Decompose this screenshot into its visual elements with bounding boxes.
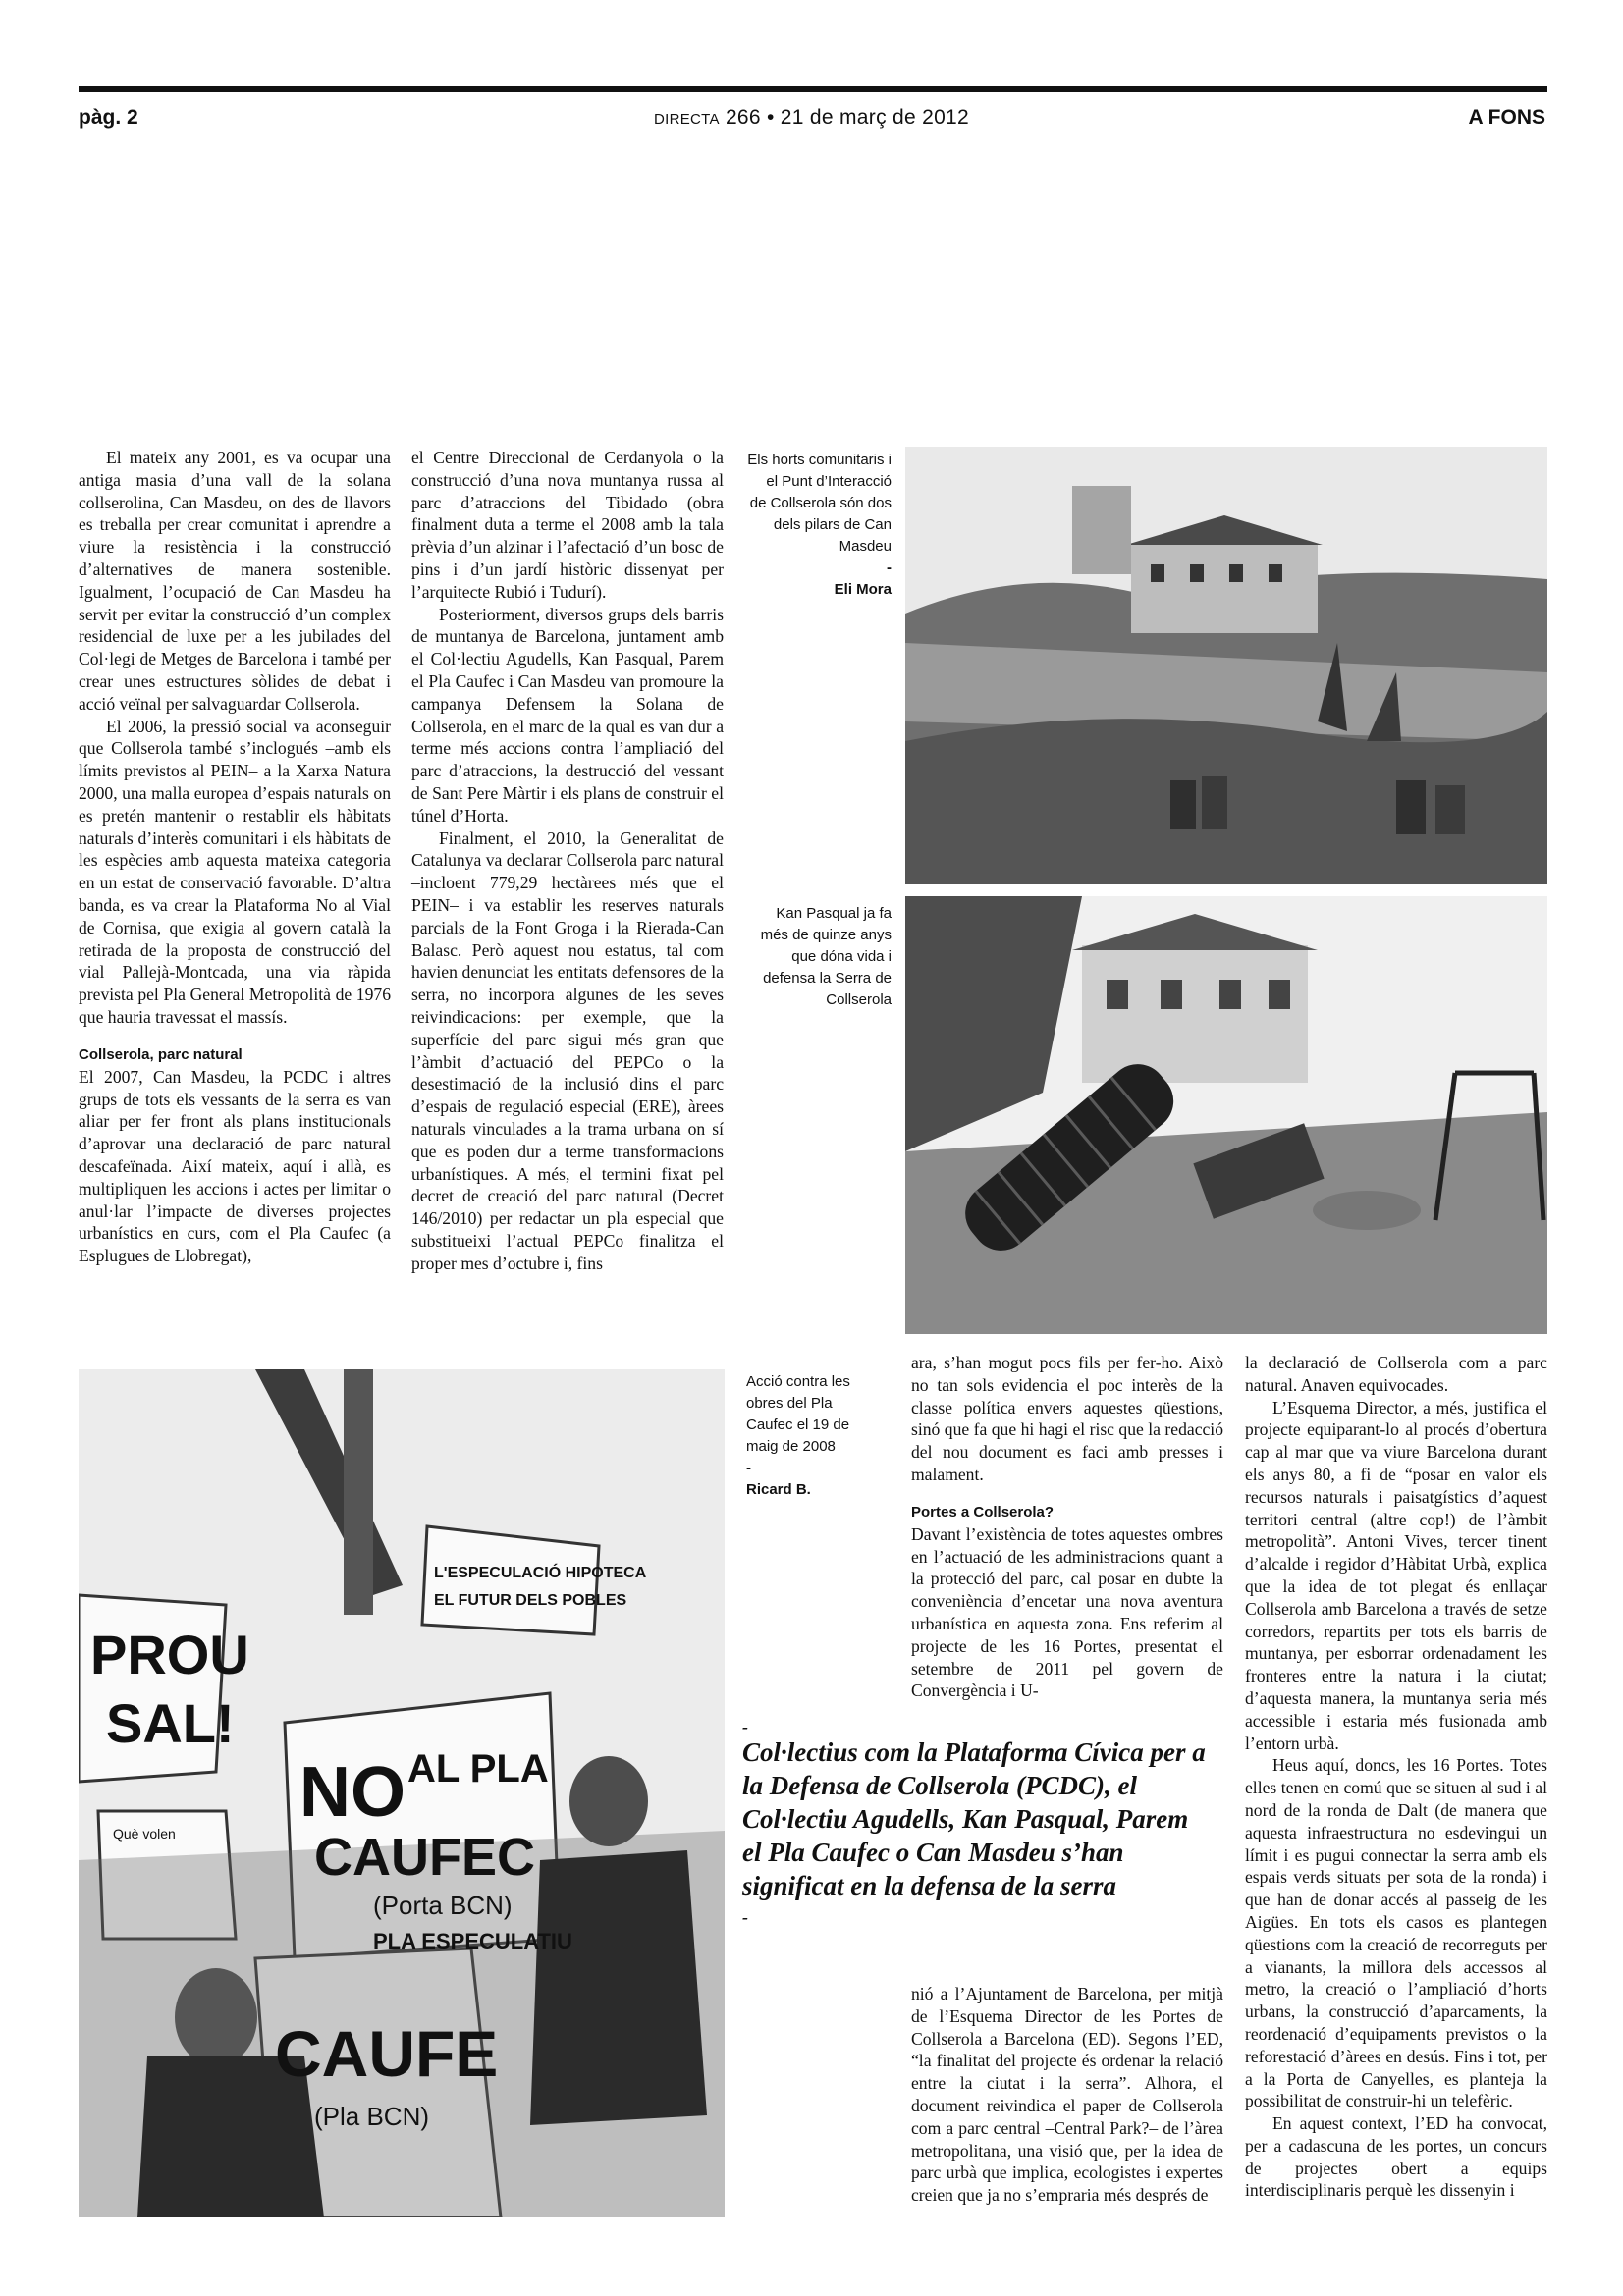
paragraph: El 2006, la pressió social va aconseguir que Collserola també s’inclogués –amb els límits previstos al PEIN– a la Xarxa Natura 2000, una malla europea d’espais naturals on es pretén mantenir o restablir els hàbitats naturals d’interès comunitari i els hàbitats de les espècies amb aquesta mateixa categoria en un estat de conservació favorable. D’altra banda, es va crear la Plataforma No al Vial de Cornisa, que exigia al govern català la retirada de la proposta de construcció del vial Pallejà-Montcada, una via ràpida prevista pel Pla General Metropolità de 1976 que hauria travessat el massís. — [79, 716, 391, 1027]
pull-quote-dash-bottom: - — [742, 1907, 748, 1927]
photo-credit: Ricard B. — [746, 1481, 811, 1498]
page-number: pàg. 2 — [79, 106, 138, 129]
photo-caption-1 — [746, 450, 892, 601]
paragraph: Posteriorment, diversos grups dels barris de muntanya de Barcelona, juntament amb el Col·lectiu Agudells, Kan Pasqual, Parem el Pla Caufec i Can Masdeu van promoure la campanya Defensem la Solana de Collserola, en el marc de la qual es van dur a terme més accions contra l’ampliació del parc d’atraccions, la destrucció del vessant de Sant Pere Màrtir i els plans de construir el túnel d’Horta. — [411, 604, 724, 826]
photo-credit: Eli Mora — [834, 581, 892, 598]
banner-prou: PROU — [90, 1624, 249, 1685]
subheading: Collserola, parc natural — [79, 1045, 243, 1063]
publication-name: DIRECTA — [653, 111, 720, 128]
photo-caption-3 — [746, 1371, 862, 1501]
caption-text: Kan Pasqual ja fa més de quinze anys que dóna vida i defensa la Serra de Collserola — [760, 905, 892, 1008]
caption-text: Els horts comunitaris i el Punt d’Interacció de Collserola són dos dels pilars de Can Masdeu — [747, 452, 892, 555]
issue-date: 266 • 21 de març de 2012 — [725, 106, 970, 129]
section-label: A FONS — [1468, 106, 1545, 129]
paragraph: Davant l’existència de totes aquestes ombres en l’actuació de les administracions quant a la protecció del parc, cal posar en dubte la conveniència d’encetar una nova aventura urbanística en aquesta zona. Ens referim al projecte de les 16 Portes, presentat el setembre de 2011 pel govern de Convergència i U- — [911, 1523, 1223, 1701]
banner-caufec-2: CAUFE — [275, 2017, 499, 2090]
banner-no: NO — [299, 1753, 406, 1832]
pull-quote — [742, 1718, 1209, 1926]
caption-text: Acció contra les obres del Pla Caufec el 19 de maig de 2008 — [746, 1373, 850, 1455]
paragraph: En aquest context, l’ED ha convocat, per a cadascuna de les portes, un concurs de projectes obert a equips interdisciplinaris perquè les dissenyin i — [1245, 2113, 1547, 2201]
subheading: Portes a Collserola? — [911, 1503, 1055, 1521]
paragraph: El mateix any 2001, es va ocupar una antiga masia d’una vall de la solana collserolina, Can Masdeu, on des de llavors es treballa per crear comunitat i aprendre a viure la resistència i la construcció d’alternatives de manera sostenible. Igualment, l’ocupació de Can Masdeu ha servit per evitar la construcció d’un complex residencial de luxe per a les jubilades del Col·legi de Metges de Barcelona i també per crear unes estructures sòlides de debat i acció veïnal per salvaguardar Collserola. — [79, 448, 391, 714]
pull-quote-text: Col·lectius com la Plataforma Cívica per a la Defensa de Collserola (PCDC), el Col·lectiu Agudells, Kan Pasqual, Parem el Pla Caufec o Can Masdeu s’han significat en la defensa de la serra — [742, 1737, 1206, 1900]
paragraph: L’Esquema Director, a més, justifica el projecte equiparant-lo al procés d’obertura cap al mar que va viure Barcelona durant els anys 80, a fi de “posar en valor els recursos naturals i paisatgístics d’aquest territori central (altre cop!) de l’àmbit metropolità”. Antoni Vives, tercer tinent d’alcalde i regidor d’Hàbitat Urbà, explica que la idea de tot plegat és enllaçar Collserola amb Barcelona a través de setze corredors, repartits per tots els barris de muntanya, per esborrar ordenadament les fronteres entre la natura i la ciutat; d’aquesta manera, la muntanya seria més accessible i estaria més fusionada amb l’entorn urbà. — [1245, 1397, 1547, 1753]
header-rule — [79, 86, 1547, 92]
banner-porta: (Porta BCN) — [373, 1891, 513, 1920]
paragraph: el Centre Direccional de Cerdanyola o la construcció d’una nova muntanya russa al parc d’atraccions del Tibidado (obra finalment duta a terme el 2008 amb la tala prèvia d’un alzinar i l’afectació d’un bosc de pins i d’un jardí històric dissenyat per l’arquitecte Rubió i Tudurí). — [411, 448, 724, 602]
banner-pla-bcn: (Pla BCN) — [314, 2102, 430, 2131]
photo-can-masdeu-illustration — [905, 447, 1547, 884]
paragraph: nió a l’Ajuntament de Barcelona, per mitjà de l’Esquema Director de les Portes de Collserola a Barcelona (ED). Segons l’ED, “la finalitat del projecte és ordenar la relació entre la ciutat i la serra”. Alhora, el document reivindica el paper de Collserola com a parc central –Central Park?– de l’àrea metropolitana, una visió que, per la idea de parc urbà que implica, ecologistes i expertes creien que ja no s’empraria més després de — [911, 1984, 1223, 2206]
banner-sal: SAL! — [106, 1692, 235, 1754]
banner-al-pla: AL PLA — [407, 1747, 549, 1790]
article-column-4 — [1245, 1352, 1547, 2202]
banner-hipoteca-2: EL FUTUR DELS POBLES — [434, 1592, 627, 1609]
paragraph: ara, s’han mogut pocs fils per fer-ho. Això no tan sols evidencia el poc interès de la classe política envers aquestes qüestions, sinó que fa que hi hagi el risc que la redacció del nou document es faci amb presses i malament. — [911, 1353, 1223, 1484]
caption-dash: - — [746, 1460, 751, 1476]
banner-hipoteca-1: L'ESPECULACIÓ HIPOTECA — [434, 1565, 647, 1581]
banner-especulatiu: PLA ESPECULATIU — [373, 1929, 572, 1953]
photo-protest — [79, 1369, 725, 2217]
photo-caption-2 — [746, 903, 892, 1011]
pull-quote-dash-top: - — [742, 1717, 748, 1736]
banner-caufec: CAUFEC — [314, 1828, 535, 1887]
paragraph: Heus aquí, doncs, les 16 Portes. Totes elles tenen en comú que se situen al sud i al nord de la ronda de Dalt (de manera que aquesta infraestructura no esdevingui un límit i es pugui connectar la serra amb els espais verds situats per sota de la ronda) i que han de donar accés al passeig de les Aigües. En tots els casos es plantegen qüestions com la creació de recorreguts per a vianants, la millora dels accessos al metro, la creació o l’ampliació d’horts urbans, la construcció d’aparcaments, la reordenació d’equipaments previstos o la reforestació d’àrees en desús. Fins i tot, per a la Porta de Canyelles, es planteja la possibilitat de construir-hi un telefèric. — [1245, 1755, 1547, 2111]
paragraph: la declaració de Collserola com a parc natural. Anaven equivocades. — [1245, 1353, 1547, 1395]
article-column-1 — [79, 447, 391, 1267]
banner-que-volen: Què volen — [113, 1826, 176, 1842]
caption-dash: - — [887, 560, 892, 576]
paragraph: Finalment, el 2010, la Generalitat de Catalunya va declarar Collserola parc natural –incloent 779,29 hectàrees més que el PEIN– i va establir les reserves naturals parcials de la Font Groga i la Rierada-Can Balasc. Però aquest nou estatus, tal com havien denunciat les entitats defensores de la serra, no incorpora algunes de les seves reivindicacions: per exemple, que la superfície del parc sigui més gran que l’àmbit d’actuació del PEPCo o la desestimació de la inclusió dins el parc d’espais de regulació especial (ERE), àrees naturals vinculades a la trama urbana on sí que es poden dur a terme transformacions urbanístiques. A més, el termini fixat pel decret de creació del parc natural (Decret 146/2010) per redactar un pla especial que substitueixi l’actual PEPCo finalitza el proper mes d’octubre i, fins — [411, 828, 725, 1273]
photo-protest-illustration — [79, 1369, 725, 2217]
photo-can-masdeu — [905, 447, 1547, 884]
article-column-2 — [411, 447, 724, 1274]
paragraph: El 2007, Can Masdeu, la PCDC i altres grups de tots els vessants de la serra es van aliar per fer front als plans institucionals d’aprovar una declaració de parc natural descafeïnada. Així mateix, aquí i allà, es multipliquen les accions i actes per limitar o anul·lar l’impacte de diverses projectes urbanístics en curs, com el Pla Caufec (a Esplugues de Llobregat), — [79, 1066, 391, 1266]
article-column-3-continued — [911, 1983, 1223, 2207]
photo-kan-pasqual — [905, 896, 1547, 1334]
issue-info — [0, 106, 1623, 130]
article-column-3 — [911, 1352, 1223, 1702]
photo-kan-pasqual-illustration — [905, 896, 1547, 1334]
